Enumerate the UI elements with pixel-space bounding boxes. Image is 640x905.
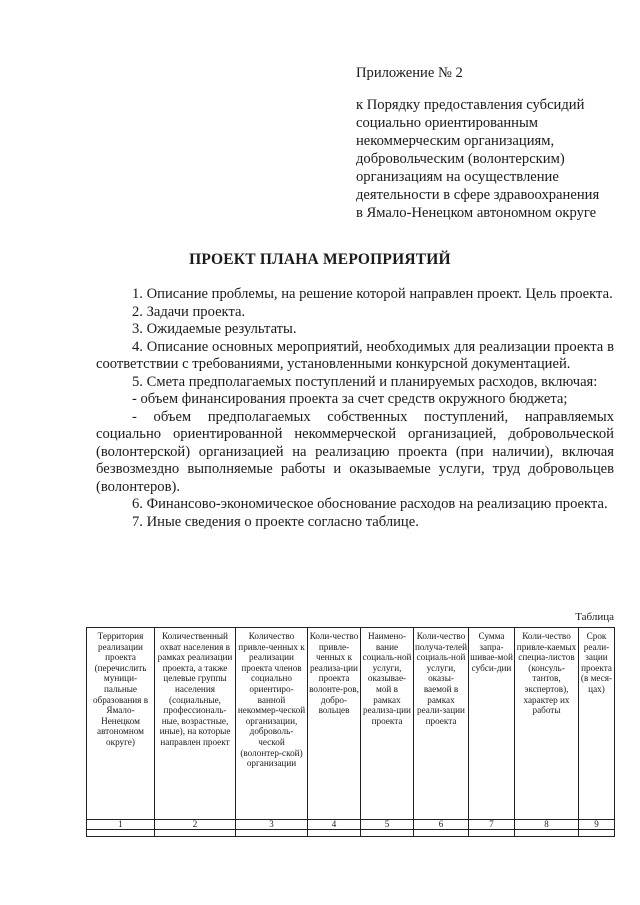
column-number: 5 bbox=[361, 820, 414, 830]
paragraph-other-info: 7. Иные сведения о проекте согласно таблице. bbox=[132, 513, 419, 530]
paragraph-activities: 4. Описание основных мероприятий, необходимых для реализации проекта в соответствии с требованиями, установленными конкурсной документацией. bbox=[96, 338, 614, 372]
appendix-number: Приложение № 2 bbox=[356, 65, 463, 81]
header-volunteers-count: Коли-чество привле-ченных к реализа-ции проекта волонте-ров, добро-вольцев bbox=[308, 628, 361, 820]
header-social-service: Наимено-вание социаль-ной услуги, оказывае-мой в рамках реализа-ции проекта bbox=[361, 628, 414, 820]
header-duration: Срок реали-зации проекта (в меся-цах) bbox=[579, 628, 615, 820]
table-cell bbox=[469, 830, 515, 837]
column-number: 2 bbox=[155, 820, 236, 830]
header-recipients-count: Коли-чество получа-телей социаль-ной услуги, оказы-ваемой в рамках реали-зации проекта bbox=[414, 628, 469, 820]
document-title: ПРОЕКТ ПЛАНА МЕРОПРИЯТИЙ bbox=[189, 251, 451, 268]
header-specialists: Коли-чество привле-каемых специа-листов (консуль-тантов, экспертов), характер их работы bbox=[515, 628, 579, 820]
table-header-row bbox=[87, 628, 615, 820]
table-cell bbox=[579, 830, 615, 837]
appendix-line: к Порядку предоставления субсидий bbox=[356, 97, 585, 113]
header-members-involved: Количество привле-ченных к реализации проекта членов социально ориентиро-ванной некоммер-ческой организации, доброволь-ческой (волонтер-ской) организации bbox=[236, 628, 308, 820]
paragraph-estimate: 5. Смета предполагаемых поступлений и планируемых расходов, включая: bbox=[132, 373, 598, 390]
appendix-line: деятельности в сфере здравоохранения bbox=[356, 187, 600, 203]
paragraph-justification: 6. Финансово-экономическое обоснование расходов на реализацию проекта. bbox=[132, 496, 608, 512]
header-territory: Территория реализации проекта (перечислить муници-пальные образования в Ямало-Ненецком автономном округе) bbox=[87, 628, 155, 820]
table-empty-row bbox=[87, 830, 615, 837]
column-number: 1 bbox=[87, 820, 155, 830]
column-number: 6 bbox=[414, 820, 469, 830]
appendix-line: в Ямало-Ненецком автономном округе bbox=[356, 205, 597, 221]
table-cell bbox=[414, 830, 469, 837]
paragraph-budget-funding: - объем финансирования проекта за счет средств окружного бюджета; bbox=[132, 391, 568, 407]
column-number: 8 bbox=[515, 820, 579, 830]
paragraph-results: 3. Ожидаемые результаты. bbox=[132, 321, 297, 337]
column-number: 9 bbox=[579, 820, 615, 830]
table-cell bbox=[87, 830, 155, 837]
table-cell bbox=[236, 830, 308, 837]
header-population-coverage: Количественный охват населения в рамках реализации проекта, а также целевые группы населения (социальные, профессиональ-ные, возрастные, иные), на которые направлен проект bbox=[155, 628, 236, 820]
document-body bbox=[96, 286, 614, 531]
paragraph-own-funds: - объем предполагаемых собственных поступлений, направляемых социально ориентированной некоммерческой организацией, добровольческой (волонтерской) организацией на реализацию проекта (при наличии), включая безвозмездно выполняемые работы и оказываемые услуги, труд добровольцев (волонтеров). bbox=[96, 408, 614, 495]
project-info-table bbox=[86, 627, 615, 837]
column-number: 3 bbox=[236, 820, 308, 830]
table-cell bbox=[361, 830, 414, 837]
column-number: 7 bbox=[469, 820, 515, 830]
table-cell bbox=[515, 830, 579, 837]
appendix-line: добровольческим (волонтерским) bbox=[356, 151, 565, 167]
column-number: 4 bbox=[308, 820, 361, 830]
paragraph-tasks: 2. Задачи проекта. bbox=[132, 303, 246, 320]
paragraph-goal: 1. Описание проблемы, на решение которой направлен проект. Цель проекта. bbox=[132, 286, 613, 302]
table-cell bbox=[308, 830, 361, 837]
appendix-line: некоммерческим организациям, bbox=[356, 133, 555, 149]
appendix-line: организациям на осуществление bbox=[356, 169, 559, 185]
table-number-row bbox=[87, 820, 615, 830]
appendix-line: социально ориентированным bbox=[356, 115, 539, 131]
header-subsidy-amount: Сумма запра-шивае-мой субси-дии bbox=[469, 628, 515, 820]
table-caption: Таблица bbox=[575, 611, 614, 623]
appendix-block bbox=[356, 64, 626, 222]
table-cell bbox=[155, 830, 236, 837]
